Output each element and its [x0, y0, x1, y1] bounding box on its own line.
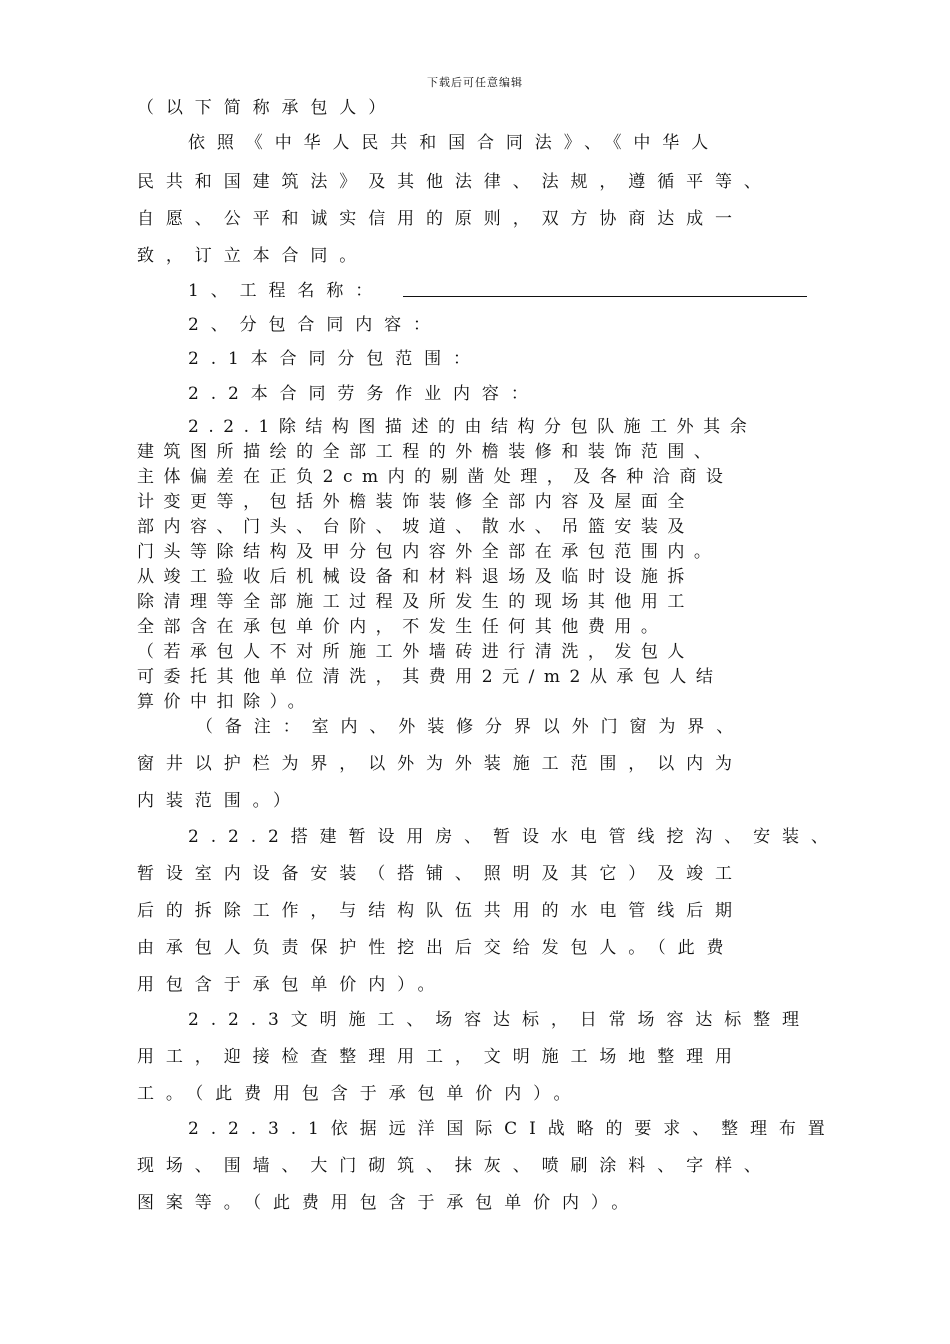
text-line: 自愿、公平和诚实信用的原则，双方协商达成一	[137, 209, 744, 229]
project-name-blank	[403, 296, 807, 297]
text-line: 除清理等全部施工过程及所发生的现场其他用工	[137, 592, 694, 612]
text-line: 用工，迎接检查整理用工，文明施工场地整理用	[137, 1047, 744, 1067]
text-line: 2.2.3.1依据远洋国际CI战略的要求、整理布置	[188, 1119, 837, 1139]
text-line: 算价中扣除）。	[137, 692, 315, 712]
text-line: 从竣工验收后机械设备和材料退场及临时设施拆	[137, 567, 694, 587]
text-line: 用包含于承包单价内）。	[137, 975, 447, 995]
text-line: 依照《中华人民共和国合同法》、《中华人	[188, 133, 721, 153]
text-line: 民共和国建筑法》及其他法律、法规，遵循平等、	[137, 172, 773, 192]
note-line: 窗井以护栏为界，以外为外装施工范围，以内为	[137, 754, 744, 774]
page-header: 下载后可任意编辑	[427, 76, 523, 89]
text-line: 由承包人负责保护性挖出后交给发包人。（此费	[137, 938, 736, 958]
text-line: （以下简称承包人）	[137, 98, 398, 118]
text-line: 可委托其他单位清洗，其费用2元/m2从承包人结	[137, 667, 723, 687]
text-line: 建筑图所描绘的全部工程的外檐装修和装饰范围、	[137, 442, 721, 462]
note-line: （备注：室内、外装修分界以外门窗为界、	[196, 717, 746, 737]
text-line: 2.2.2搭建暂设用房、暂设水电管线挖沟、安装、	[188, 827, 840, 847]
text-line: 现场、围墙、大门砌筑、抹灰、喷刷涂料、字样、	[137, 1156, 773, 1176]
note-line: 内装范围。）	[137, 791, 302, 811]
text-line: 全部含在承包单价内，不发生任何其他费用。	[137, 617, 668, 637]
text-line: 部内容、门头、台阶、坡道、散水、吊篮安装及	[137, 517, 694, 537]
project-name-label: 1、工程名称：	[188, 281, 385, 301]
section-heading: 2、分包合同内容：	[188, 315, 442, 335]
text-line: 暂设室内设备安装（搭铺、照明及其它）及竣工	[137, 864, 744, 884]
text-line: 2.2.1除结构图描述的由结构分包队施工外其余	[188, 417, 757, 437]
text-line: 后的拆除工作，与结构队伍共用的水电管线后期	[137, 901, 744, 921]
text-line: 工。（此费用包含于承包单价内）。	[137, 1084, 583, 1104]
text-line: 致，订立本合同。	[137, 246, 369, 266]
text-line: 2.2.3文明施工、场容达标，日常场容达标整理	[188, 1010, 811, 1030]
text-line: 计变更等，包括外檐装饰装修全部内容及屋面全	[137, 492, 694, 512]
text-line: （若承包人不对所施工外墙砖进行清洗，发包人	[137, 642, 694, 662]
section-heading: 2.1本合同分包范围：	[188, 349, 482, 369]
section-heading: 2.2本合同劳务作业内容：	[188, 384, 540, 404]
text-line: 图案等。（此费用包含于承包单价内）。	[137, 1193, 641, 1213]
text-line: 门头等除结构及甲分包内容外全部在承包范围内。	[137, 542, 721, 562]
text-line: 主体偏差在正负2cm内的剔凿处理，及各种洽商设	[137, 467, 733, 487]
